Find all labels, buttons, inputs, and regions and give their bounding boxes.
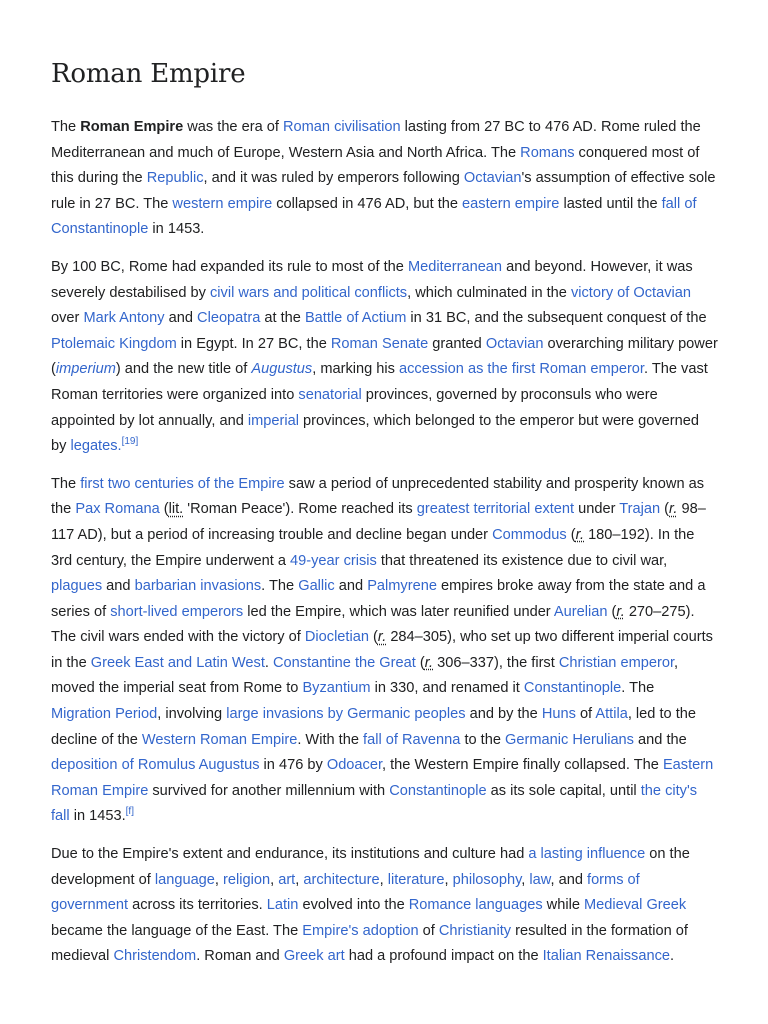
text-run: Due to the Empire's extent and endurance, its institutions and culture had xyxy=(51,846,529,863)
bold-term: Roman Empire xyxy=(80,119,184,135)
article-link[interactable]: barbarian invasions xyxy=(134,578,262,595)
text-run: of xyxy=(575,706,596,723)
article-link[interactable]: Constantine the Great xyxy=(273,654,416,671)
article-body xyxy=(51,115,718,970)
article-link[interactable]: victory of Octavian xyxy=(570,284,691,301)
text-run: , moved the imperial seat from Rome to xyxy=(51,654,679,697)
page-title: Roman Empire xyxy=(51,59,246,89)
abbreviation: r. xyxy=(575,526,585,543)
text-run: in 330, and renamed it xyxy=(370,680,524,697)
article-link[interactable]: Attila xyxy=(595,706,628,723)
text-run: , and xyxy=(550,871,588,888)
article-link[interactable]: accession as the first Roman emperor xyxy=(399,361,644,378)
text-run: led the Empire, which was later reunified under xyxy=(243,603,554,620)
text-run: and beyond. However, it was severely destabilised by xyxy=(51,258,693,301)
text-run: in Egypt. In 27 BC, the xyxy=(176,335,331,352)
text-run: had a profound impact on the xyxy=(344,948,543,965)
article-link[interactable]: Octavian xyxy=(463,170,522,187)
text-run: . xyxy=(670,948,675,965)
article-link[interactable]: religion xyxy=(223,871,271,888)
paragraph xyxy=(51,255,718,460)
article-link[interactable]: Roman civilisation xyxy=(282,119,401,135)
footnote-reference xyxy=(122,436,139,447)
article-link[interactable]: Romance languages xyxy=(408,897,543,914)
text-run: The xyxy=(51,119,81,135)
article-link[interactable]: Cleopatra xyxy=(197,310,261,327)
text-run: . With the xyxy=(297,731,364,748)
text-run: that threatened its existence due to civil war, xyxy=(376,552,668,569)
text-run: , xyxy=(270,871,279,888)
text-run: , xyxy=(295,871,304,888)
text-run: ( xyxy=(159,501,169,518)
article-link[interactable]: the city's fall xyxy=(51,782,698,825)
text-run: 180–192). In the 3rd century, the Empire underwent a xyxy=(51,526,695,569)
article-link[interactable]: Palmyrene xyxy=(367,578,437,595)
paragraph xyxy=(51,472,718,830)
article-link[interactable]: Medieval Greek xyxy=(584,897,687,914)
article-link[interactable]: Christianity xyxy=(438,922,512,939)
article-link[interactable]: law xyxy=(529,871,551,888)
article-link[interactable]: western empire xyxy=(172,195,273,212)
text-run: survived for another millennium with xyxy=(148,782,390,799)
text-run: . Roman and xyxy=(196,948,284,965)
text-run: provinces, governed by proconsuls who were appointed by lot annually, and xyxy=(51,386,658,429)
text-run: under xyxy=(574,501,620,518)
reference-link[interactable]: [19] xyxy=(121,436,139,448)
article-link[interactable]: literature xyxy=(387,871,445,888)
paragraph xyxy=(51,115,718,243)
article-link[interactable]: Republic xyxy=(146,170,204,187)
text-run: empires broke away from the state and a series of xyxy=(51,578,706,620)
text-run: lasted until the xyxy=(559,195,662,212)
article-link[interactable]: Western Roman Empire xyxy=(141,731,298,748)
article-link[interactable]: . xyxy=(117,438,122,455)
article-link[interactable]: first two centuries of the Empire xyxy=(80,475,285,492)
text-run: 's assumption of effective sole rule in 27 BC. The xyxy=(51,170,716,212)
article-link[interactable]: legates xyxy=(70,438,118,455)
text-run: saw a period of unprecedented stability and prosperity known as the xyxy=(51,475,705,518)
text-run: , marking his xyxy=(312,361,400,378)
text-run: as its sole capital, until xyxy=(486,782,641,799)
article-link[interactable]: Augustus xyxy=(251,361,313,378)
text-run: across its territories. xyxy=(128,897,267,914)
article-link[interactable]: Huns xyxy=(541,706,576,723)
text-run: The xyxy=(51,475,81,492)
text-run: 284–305), who set up two different imperial courts in the xyxy=(51,629,713,671)
article-link[interactable]: Empire's adoption xyxy=(302,922,419,939)
text-run: in 1453. xyxy=(69,808,126,825)
text-run: , which culminated in the xyxy=(407,284,571,301)
article-link[interactable]: Constantinople xyxy=(389,782,487,799)
article-link[interactable]: Italian Renaissance xyxy=(542,948,670,965)
article-link[interactable]: Germanic Herulians xyxy=(505,731,634,748)
article-link[interactable]: Greek art xyxy=(283,948,345,965)
text-run: was the era of xyxy=(183,119,283,135)
abbreviation: r. xyxy=(669,501,678,518)
article-link[interactable]: civil wars and political conflicts xyxy=(210,284,408,301)
text-run: , xyxy=(214,871,224,888)
text-run: , involving xyxy=(157,706,227,723)
article-link[interactable]: philosophy xyxy=(452,871,522,888)
article-link[interactable]: eastern empire xyxy=(462,195,560,212)
article-link[interactable]: Trajan xyxy=(619,501,661,518)
footnote-reference xyxy=(126,807,134,818)
article-link[interactable]: Romans xyxy=(520,144,575,161)
text-run: , the Western Empire finally collapsed. The xyxy=(382,757,663,774)
article-link[interactable]: Commodus xyxy=(492,526,567,543)
text-run: . The vast Roman territories were organized into xyxy=(51,361,708,403)
article-link[interactable]: Mediterranean xyxy=(407,258,503,275)
text-run: ) and the new title of xyxy=(115,361,252,378)
text-run: while xyxy=(542,897,584,914)
text-run: 98–117 AD), but a period of increasing trouble and decline began under xyxy=(51,501,706,543)
article-link[interactable]: Ptolemaic Kingdom xyxy=(51,335,177,352)
text-run: and xyxy=(164,310,198,327)
text-run: over xyxy=(51,310,84,327)
text-run: conquered most of this during the xyxy=(51,144,700,187)
text-run: , xyxy=(521,871,530,888)
article-link[interactable]: Mark Antony xyxy=(83,310,165,327)
text-run: By 100 BC, Rome had expanded its rule to most of the xyxy=(51,258,408,275)
article-link[interactable]: Latin xyxy=(266,897,299,914)
article-link[interactable]: Eastern Roman Empire xyxy=(51,757,714,799)
article-link[interactable]: greatest territorial extent xyxy=(416,501,575,518)
text-run: on the development of xyxy=(51,846,690,888)
text-run: . The xyxy=(261,578,299,595)
text-run: evolved into the xyxy=(298,897,409,914)
text-run: and by the xyxy=(465,706,542,723)
article-link[interactable]: imperium xyxy=(55,361,116,378)
text-run: at the xyxy=(260,310,305,327)
text-run: 'Roman Peace'). Rome reached its xyxy=(183,501,417,518)
text-run: in 1453. xyxy=(148,221,205,238)
article-link[interactable]: plagues xyxy=(51,578,103,595)
article-link[interactable]: Christendom xyxy=(113,948,197,965)
article-link[interactable]: architecture xyxy=(303,871,380,888)
text-run: to the xyxy=(460,731,506,748)
text-run: . The xyxy=(621,680,655,697)
article-link[interactable]: fall of Constantinople xyxy=(51,195,697,238)
text-run: ( xyxy=(607,603,617,620)
text-run: collapsed in 476 AD, but the xyxy=(272,195,463,212)
article-link[interactable]: senatorial xyxy=(298,386,362,403)
text-run: ( xyxy=(415,654,425,671)
article-link[interactable]: Gallic xyxy=(298,578,335,595)
abbreviation: r. xyxy=(616,603,625,620)
article-link[interactable]: Greek East and Latin West xyxy=(90,654,265,671)
abbreviation: r. xyxy=(377,629,387,646)
article-link[interactable]: Pax Romana xyxy=(75,501,160,518)
article-link[interactable]: forms of government xyxy=(51,871,640,914)
text-run: and the xyxy=(633,731,687,748)
text-run: , xyxy=(444,871,453,888)
text-run: ( xyxy=(566,526,576,543)
article-link[interactable]: Byzantium xyxy=(302,680,371,697)
text-run: and xyxy=(102,578,135,595)
article-link[interactable]: Octavian xyxy=(485,335,544,352)
text-run: , and it was ruled by emperors following xyxy=(203,170,464,187)
abbreviation: r. xyxy=(424,654,434,671)
text-run: overarching military power ( xyxy=(51,335,718,378)
article-link[interactable]: Battle of Actium xyxy=(304,310,407,327)
text-run: resulted in the formation of medieval xyxy=(51,922,688,965)
article-link[interactable]: a lasting influence xyxy=(528,846,646,863)
text-run: ( xyxy=(660,501,670,518)
abbreviation: lit. xyxy=(168,501,184,518)
article-link[interactable]: Christian emperor xyxy=(558,654,675,671)
text-run: in 31 BC, and the subsequent conquest of the xyxy=(406,310,707,327)
article-link[interactable]: Diocletian xyxy=(304,629,369,646)
article-link[interactable]: Odoacer xyxy=(326,757,383,774)
article-link[interactable]: art xyxy=(278,871,296,888)
text-run: of xyxy=(418,922,439,939)
text-run: 270–275). The civil wars ended with the victory of xyxy=(51,603,695,646)
article-link[interactable]: short-lived emperors xyxy=(110,603,244,620)
article-link[interactable]: Roman Senate xyxy=(330,335,429,352)
article-link[interactable]: deposition of Romulus Augustus xyxy=(51,757,260,774)
text-run: provinces, which belonged to the emperor but were governed by xyxy=(51,412,699,455)
article-link[interactable]: Aurelian xyxy=(553,603,608,620)
text-run: in 476 by xyxy=(259,757,327,774)
text-run: ( xyxy=(368,629,378,646)
paragraph xyxy=(51,842,718,970)
text-run: , xyxy=(379,871,388,888)
reference-link[interactable]: [f] xyxy=(125,806,134,818)
text-run: and xyxy=(334,578,368,595)
article-link[interactable]: Constantinople xyxy=(523,680,622,697)
article-link[interactable]: Migration Period xyxy=(51,706,158,723)
text-run: became the language of the East. The xyxy=(51,922,303,939)
article-link[interactable]: 49-year crisis xyxy=(290,552,377,569)
text-run: . xyxy=(264,654,274,671)
text-run: granted xyxy=(428,335,486,352)
text-run: lasting from 27 BC to 476 AD. Rome ruled the Mediterranean and much of Europe, Western Asia and North Africa. The xyxy=(51,119,701,161)
article-link[interactable]: large invasions by Germanic peoples xyxy=(226,706,466,723)
article-link[interactable]: language xyxy=(154,871,215,888)
article-link[interactable]: imperial xyxy=(247,412,299,429)
article-link[interactable]: fall of Ravenna xyxy=(363,731,461,748)
text-run: , led to the decline of the xyxy=(51,706,696,748)
text-run: 306–337), the first xyxy=(433,654,559,671)
